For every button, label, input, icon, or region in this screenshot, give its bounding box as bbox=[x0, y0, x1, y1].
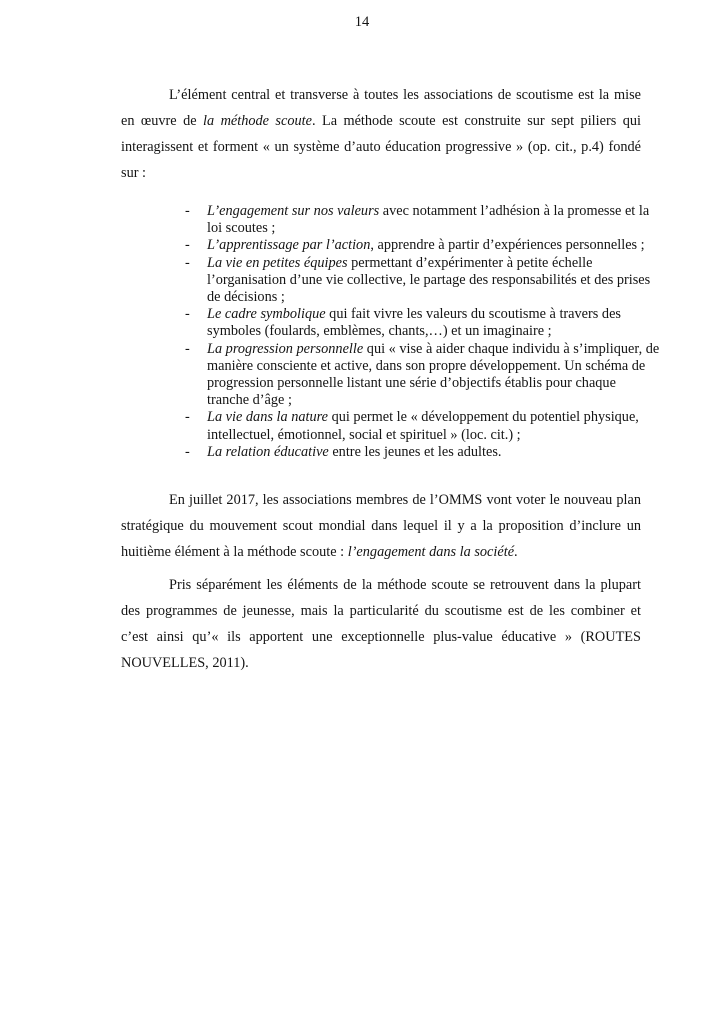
paragraph-text: . La méthode scoute est construite sur sept piliers qui interagissent et forment « un système d’auto éducation progressive » (op. cit., p.4) fondé sur : bbox=[121, 113, 641, 181]
list-bullet: - bbox=[185, 306, 190, 323]
paragraph-emphasis: l’engagement dans la société bbox=[347, 544, 515, 560]
paragraph-text: . bbox=[514, 544, 518, 560]
list-item bbox=[182, 444, 660, 461]
list-bullet: - bbox=[185, 237, 190, 254]
list-item bbox=[182, 255, 660, 307]
list-item-text: qui fait vivre les valeurs du scoutisme à travers des symboles (foulards, emblèmes, chants,…) et un imaginaire ; bbox=[207, 306, 621, 340]
list-bullet: - bbox=[185, 254, 190, 271]
paragraph-omms-2017 bbox=[121, 487, 641, 565]
paragraph-emphasis: la méthode scoute bbox=[203, 113, 312, 129]
list-item-text: permettant d’expérimenter à petite échelle l’organisation d’une vie collective, le partage des responsabilités et des prises de décisions ; bbox=[207, 254, 651, 306]
list-bullet: - bbox=[185, 340, 190, 357]
paragraph-text: L’élément central et transverse à toutes les associations de scoutisme est la mise en œuvre de bbox=[121, 87, 641, 129]
list-item bbox=[182, 237, 660, 254]
list-item-title: La vie dans la nature bbox=[207, 409, 328, 426]
list-bullet: - bbox=[185, 203, 190, 219]
list-item bbox=[182, 203, 660, 237]
paragraph-methode-scoute bbox=[121, 82, 641, 186]
list-item-title: L’engagement sur nos valeurs bbox=[207, 203, 380, 219]
list-item bbox=[182, 306, 660, 340]
list-item-title: La progression personnelle bbox=[207, 340, 364, 357]
list-item-text: qui « vise à aider chaque individu à s’impliquer, de manière consciente et active, dans son propre développement. Un schéma de progression personnelle listant une série d’objectifs établis pour chaque tranche d’âge ; bbox=[207, 340, 660, 409]
list-item-text: qui permet le « développement du potentiel physique, intellectuel, émotionnel, social et spirituel » (loc. cit.) ; bbox=[207, 409, 639, 443]
paragraph-text: Pris séparément les éléments de la méthode scoute se retrouvent dans la plupart des programmes de jeunesse, mais la particularité du scoutisme est de les combiner et c’est ainsi qu’« ils apportent une exceptionnelle plus-value éducative » (ROUTES NOUVELLES, 2011). bbox=[121, 577, 641, 671]
list-item-title: Le cadre symbolique bbox=[207, 306, 326, 323]
list-item bbox=[182, 409, 660, 443]
list-item-title: L’apprentissage par l’action bbox=[207, 237, 371, 254]
list-bullet: - bbox=[185, 409, 190, 426]
list-item-text: entre les jeunes et les adultes. bbox=[328, 443, 502, 460]
page-number: 14 bbox=[354, 14, 370, 30]
list-item-title: La relation éducative bbox=[207, 443, 329, 460]
pillars-list bbox=[182, 203, 660, 461]
list-item bbox=[182, 341, 660, 410]
list-bullet: - bbox=[185, 443, 190, 460]
list-item-text: avec notamment l’adhésion à la promesse et la loi scoutes ; bbox=[207, 203, 650, 237]
list-item-text: , apprendre à partir d’expériences personnelles ; bbox=[370, 237, 645, 254]
paragraph-text: En juillet 2017, les associations membres de l’OMMS vont voter le nouveau plan stratégique du mouvement scout mondial dans lequel il y a la proposition d’inclure un huitième élément à la méthode scoute : bbox=[121, 492, 641, 560]
paragraph-plus-value bbox=[121, 572, 641, 676]
list-item-title: La vie en petites équipes bbox=[207, 254, 348, 271]
